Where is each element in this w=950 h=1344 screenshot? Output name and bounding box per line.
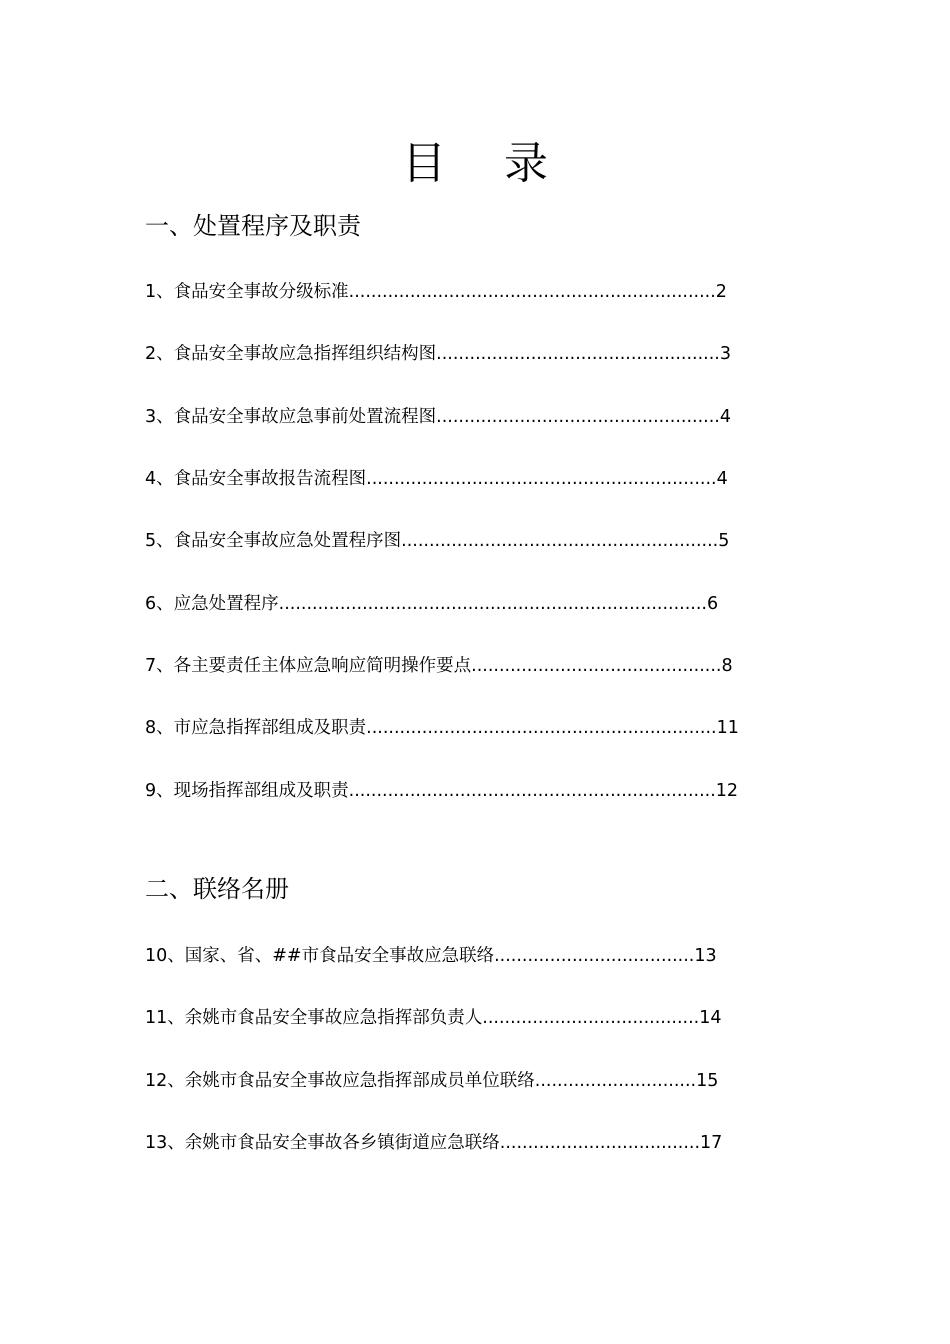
toc-entry-2[interactable]: 2、食品安全事故应急指挥组织结构图...................................................3: [145, 344, 731, 364]
toc-entry-6[interactable]: 6、应急处置程序.............................................................................6: [145, 594, 719, 614]
toc-entry-9[interactable]: 9、现场指挥部组成及职责..................................................................12: [145, 781, 739, 801]
toc-entry-8[interactable]: 8、市应急指挥部组成及职责...............................................................11: [145, 718, 739, 738]
section-heading-1: 一、处置程序及职责: [145, 212, 361, 240]
toc-entry-10[interactable]: 10、国家、省、##市食品安全事故应急联络....................................13: [145, 946, 717, 966]
toc-entry-7[interactable]: 7、各主要责任主体应急响应简明操作要点.............................................8: [145, 656, 733, 676]
toc-entry-3[interactable]: 3、食品安全事故应急事前处置流程图...................................................4: [145, 407, 731, 427]
toc-entry-5[interactable]: 5、食品安全事故应急处置程序图.........................................................5: [145, 531, 730, 551]
toc-entry-1[interactable]: 1、食品安全事故分级标准..................................................................2: [145, 282, 727, 302]
toc-entry-11[interactable]: 11、余姚市食品安全事故应急指挥部负责人.......................................14: [145, 1008, 722, 1028]
page-title: 目 录: [402, 138, 570, 189]
section-heading-2: 二、联络名册: [145, 875, 289, 903]
toc-entry-4[interactable]: 4、食品安全事故报告流程图...............................................................4: [145, 469, 728, 489]
toc-entry-13[interactable]: 13、余姚市食品安全事故各乡镇街道应急联络....................................17: [145, 1133, 723, 1153]
toc-entry-12[interactable]: 12、余姚市食品安全事故应急指挥部成员单位联络.............................15: [145, 1071, 719, 1091]
